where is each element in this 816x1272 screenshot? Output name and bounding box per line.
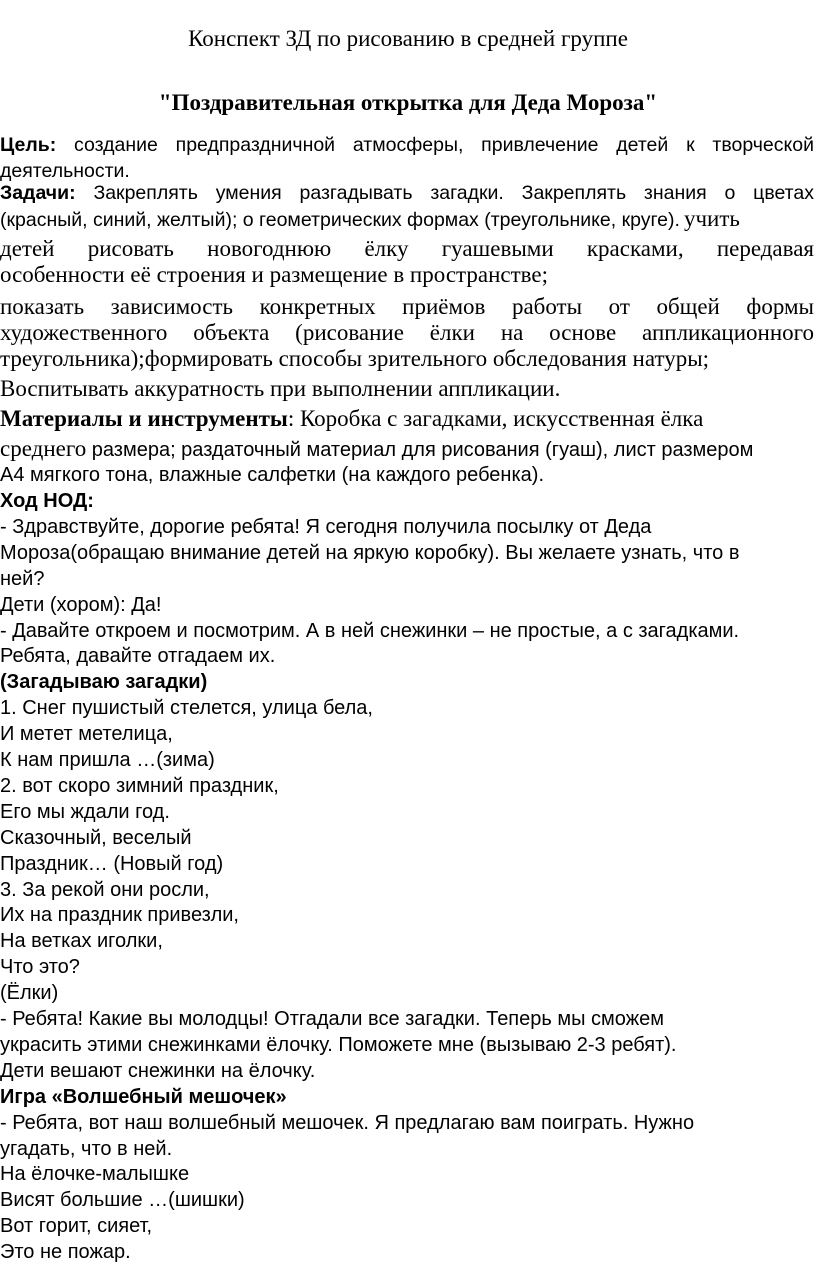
materials-text-1: Коробка с загадками, искусственная ёлка	[294, 406, 704, 431]
tasks-line-1	[0, 182, 814, 205]
materials-line-1	[0, 406, 703, 432]
text-line: Сказочный, веселый	[0, 826, 192, 849]
text-line: 3. За рекой они росли,	[0, 878, 210, 901]
tasks-text-2: (красный, синий, желтый); о геометрических формах (треугольнике, круге).	[0, 209, 680, 231]
tasks-label: Задачи:	[0, 182, 76, 204]
document-title: Конспект ЗД по рисованию в средней группе	[188, 26, 628, 51]
text-line: Мороза(обращаю внимание детей на яркую коробку). Вы желаете узнать, что в	[0, 541, 740, 564]
section-heading: (Загадываю загадки)	[0, 671, 208, 694]
text-line: (Ёлки)	[0, 982, 59, 1005]
materials-text-2b: размера; раздаточный материал для рисования (гуаш), лист размером	[86, 439, 754, 461]
document-subtitle: "Поздравительная открытка для Деда Мороза"	[158, 90, 658, 115]
text-line: - Здравствуйте, дорогие ребята! Я сегодня получила посылку от Деда	[0, 515, 652, 538]
materials-line-3: А4 мягкого тона, влажные салфетки (на каждого ребенка).	[0, 464, 545, 486]
text-line: Праздник… (Новый год)	[0, 852, 224, 875]
tasks-text-1: Закреплять умения разгадывать загадки. Закреплять знания о цветах	[93, 182, 814, 204]
text-line: украсить этими снежинками ёлочку. Поможете мне (вызываю 2-3 ребят).	[0, 1033, 677, 1056]
goal-text-1: создание предпраздничной атмосферы, привлечение детей к творческой	[74, 134, 814, 156]
text-line: Вот горит, сияет,	[0, 1215, 153, 1238]
text-line: - Ребята! Какие вы молодцы! Отгадали все загадки. Теперь мы сможем	[0, 1008, 664, 1030]
text-line: Их на праздник привезли,	[0, 904, 239, 927]
tasks-line-2	[0, 206, 740, 232]
tasks-line-3: детей рисовать новогоднюю ёлку гуашевыми красками, передавая	[0, 236, 814, 261]
text-line: ней?	[0, 567, 45, 590]
text-line: И метет метелица,	[0, 723, 173, 746]
text-line: Дети (хором): Да!	[0, 593, 162, 616]
text-line: Что это?	[0, 956, 80, 979]
tasks-line-8: Воспитывать аккуратность при выполнении аппликации.	[0, 376, 561, 401]
materials-label: Материалы и инструменты	[0, 406, 288, 431]
text-line: Висят большие …(шишки)	[0, 1189, 245, 1212]
text-line: К нам пришла …(зима)	[0, 749, 215, 771]
tasks-text-2b: учить	[683, 206, 740, 231]
goal-label: Цель:	[0, 134, 57, 156]
text-line: 2. вот скоро зимний праздник,	[0, 774, 279, 797]
text-line: Дети вешают снежинки на ёлочку.	[0, 1059, 316, 1082]
text-line: Ребята, давайте отгадаем их.	[0, 645, 276, 668]
text-line: Его мы ждали год.	[0, 800, 170, 823]
text-line: угадать, что в ней.	[0, 1137, 173, 1160]
text-line: 1. Снег пушистый стелется, улица бела,	[0, 697, 373, 720]
goal-line-2: деятельности.	[0, 160, 130, 182]
tasks-line-5: показать зависимость конкретных приёмов работы от общей формы	[0, 294, 814, 319]
section-heading: Ход НОД:	[0, 490, 94, 512]
section-heading: Игра «Волшебный мешочек»	[0, 1085, 287, 1108]
tasks-line-7: треугольника);формировать способы зрительного обследования натуры;	[0, 346, 710, 371]
text-line: - Ребята, вот наш волшебный мешочек. Я предлагаю вам поиграть. Нужно	[0, 1111, 695, 1134]
text-line: На ветках иголки,	[0, 930, 163, 953]
text-line: - Давайте откроем и посмотрим. А в ней снежинки – не простые, а с загадками.	[0, 619, 740, 642]
text-line: Это не пожар.	[0, 1241, 131, 1264]
materials-text-2a: среднего	[0, 436, 87, 461]
tasks-line-6: художественного объекта (рисование ёлки на основе аппликационного	[0, 320, 814, 345]
text-line: На ёлочке-малышке	[0, 1163, 190, 1186]
tasks-line-4: особенности её строения и размещение в пространстве;	[0, 262, 548, 287]
goal-line-1	[0, 134, 814, 157]
materials-colon: :	[287, 406, 295, 431]
materials-line-2	[0, 436, 753, 462]
